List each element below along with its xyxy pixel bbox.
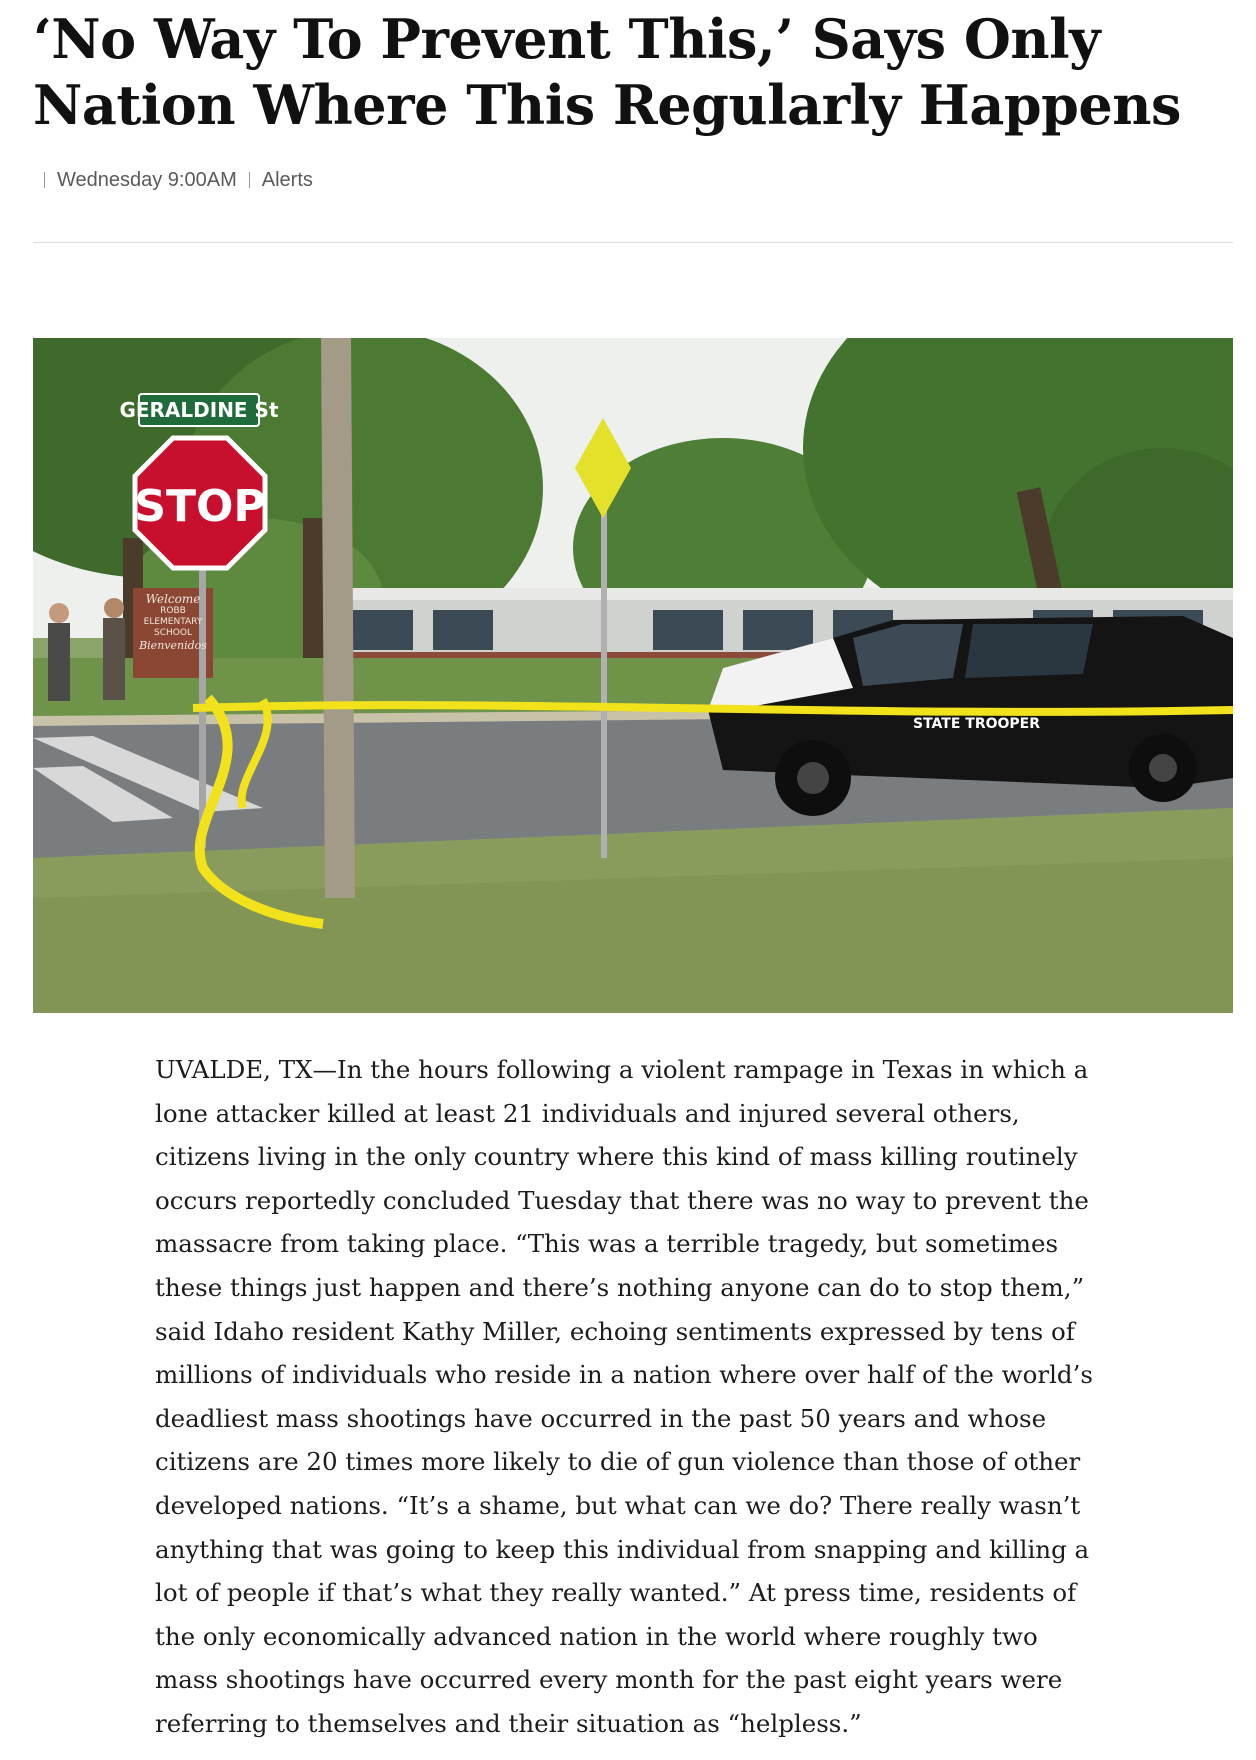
vehicle-label-text: STATE TROOPER [913,716,1041,732]
article-body: UVALDE, TX—In the hours following a violent rampage in Texas in which a lone attacker killed at least 21 individuals and injured several others, citizens living in the only country where this kind of mass killing routinely occurs reportedly concluded Tuesday that there was no way to prevent the massacre from taking place. “This was a terrible tragedy, but sometimes these things just happen and there’s nothing anyone can do to stop them,” said Idaho resident Kathy Miller, echoing sentiments expressed by tens of millions of individuals who reside in a nation where over half of the world’s deadliest mass shootings have occurred in the past 50 years and whose citizens are 20 times more likely to die of gun violence than those of other developed nations. “It’s a shame, but what can we do? There really wasn’t anything that was going to keep this individual from snapping and killing a lot of people if that’s what they really wanted.” At press time, residents of the only economically advanced nation in the world where roughly two mass shootings have occurred every month for the past eight years were referring to themselves and their situation as “helpless.” [155,1055,1093,1738]
school-sign-line: SCHOOL [154,628,192,638]
stop-sign-text: STOP [134,481,266,532]
section-link-alerts[interactable]: Alerts [261,168,313,191]
header-divider [33,242,1233,243]
article-photo [33,338,1233,1013]
meta-separator [44,172,45,188]
school-sign-line: ELEMENTARY [143,617,203,627]
school-sign-line: ROBB [160,606,186,616]
article-timestamp: Wednesday 9:00AM [57,168,237,191]
meta-separator [249,172,250,188]
street-sign-text: GERALDINE St [119,398,279,422]
school-sign-line: Bienvenidos [139,639,207,652]
article-meta [40,164,313,196]
article-headline: ‘No Way To Prevent This,’ Says Only Nation Where This Regularly Happens [33,7,1181,137]
school-sign-line: Welcome [145,592,201,606]
school-sign [133,588,213,678]
